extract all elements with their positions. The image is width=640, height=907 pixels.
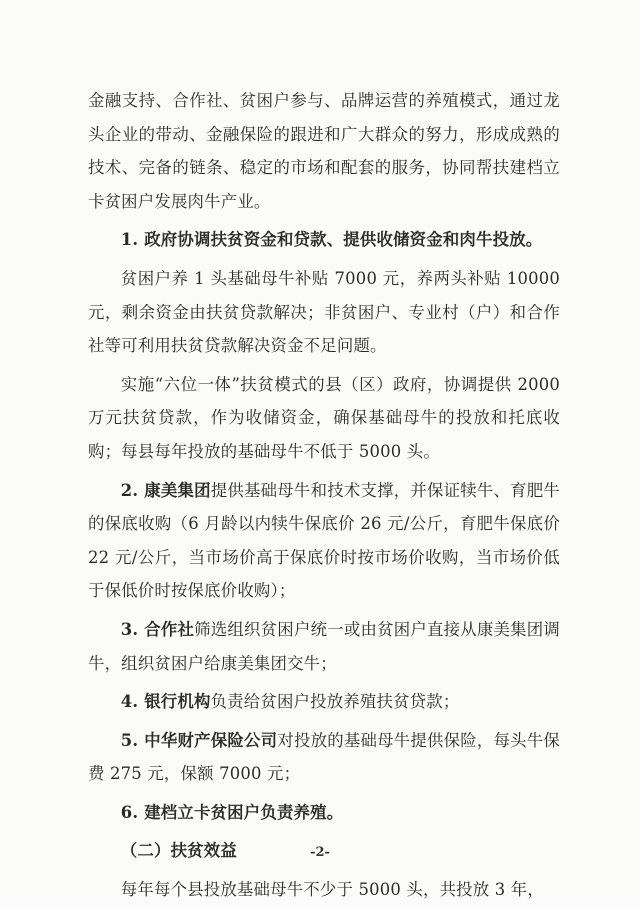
item-4-text: 负责给贫困户投放养殖扶贫贷款； <box>210 692 460 712</box>
item-6-text: 负责养殖。 <box>260 802 344 822</box>
heading-item-1: 1. 政府协调扶贫资金和贷款、提供收储资金和肉牛投放。 <box>120 230 543 250</box>
paragraph-item-6 <box>88 796 560 830</box>
item-3-lead: 3. 合作社 <box>120 619 195 639</box>
item-4-lead: 4. 银行机构 <box>120 692 211 712</box>
item-5-lead: 5. 中华财产保险公司 <box>120 730 278 750</box>
item-5-text: 对投放的基础母牛提供保险，每头牛保费 275 元，保额 7000 元； <box>88 730 560 784</box>
paragraph-item-4 <box>88 685 560 719</box>
paragraph-item-3 <box>88 613 560 680</box>
item-2-lead: 2. 康美集团 <box>120 480 211 500</box>
page-number: -2- <box>310 845 330 860</box>
paragraph-government-loan: 实施“六位一体”扶贫模式的县（区）政府，协调提供 2000 万元扶贫贷款，作为收储资金，确保基础母牛的投放和托底收购；每县每年投放的基础母牛不低于 5000 头。 <box>88 374 560 461</box>
paragraph-item-2 <box>88 474 560 608</box>
item-3-text: 筛选组织贫困户统一或由贫困户直接从康美集团调牛，组织贫困户给康美集团交牛； <box>88 619 560 673</box>
item-2-text: 提供基础母牛和技术支撑，并保证犊牛、育肥牛的保底收购（6 月龄以内犊牛保底价 26 元/公斤，育肥牛保底价 22 元/公斤，当市场价高于保底价时按市场价收购，当市场价低于保低价时按保底价收购）； <box>88 480 560 601</box>
paragraph-subsidy: 贫困户养 1 头基础母牛补贴 7000 元，养两头补贴 10000 元，剩余资金由扶贫贷款解决；非贫困户、专业村（户）和合作社等可利用扶贫贷款解决资金不足问题。 <box>88 268 560 356</box>
paragraph-intro: 金融支持、合作社、贫困户参与、品牌运营的养殖模式，通过龙头企业的带动、金融保险的跟进和广大群众的努力，形成成熟的技术、完备的链条、稳定的市场和配套的服务，协同帮扶建档立卡贫困户发展肉牛产业。 <box>88 91 560 211</box>
paragraph-benefits: 每年每个县投放基础母牛不少于 5000 头，共投放 3 年， <box>120 880 544 900</box>
item-6-lead: 6. 建档立卡贫困户 <box>120 802 261 822</box>
section-heading-benefits: （二）扶贫效益 <box>120 841 237 861</box>
paragraph-item-5 <box>88 724 560 791</box>
